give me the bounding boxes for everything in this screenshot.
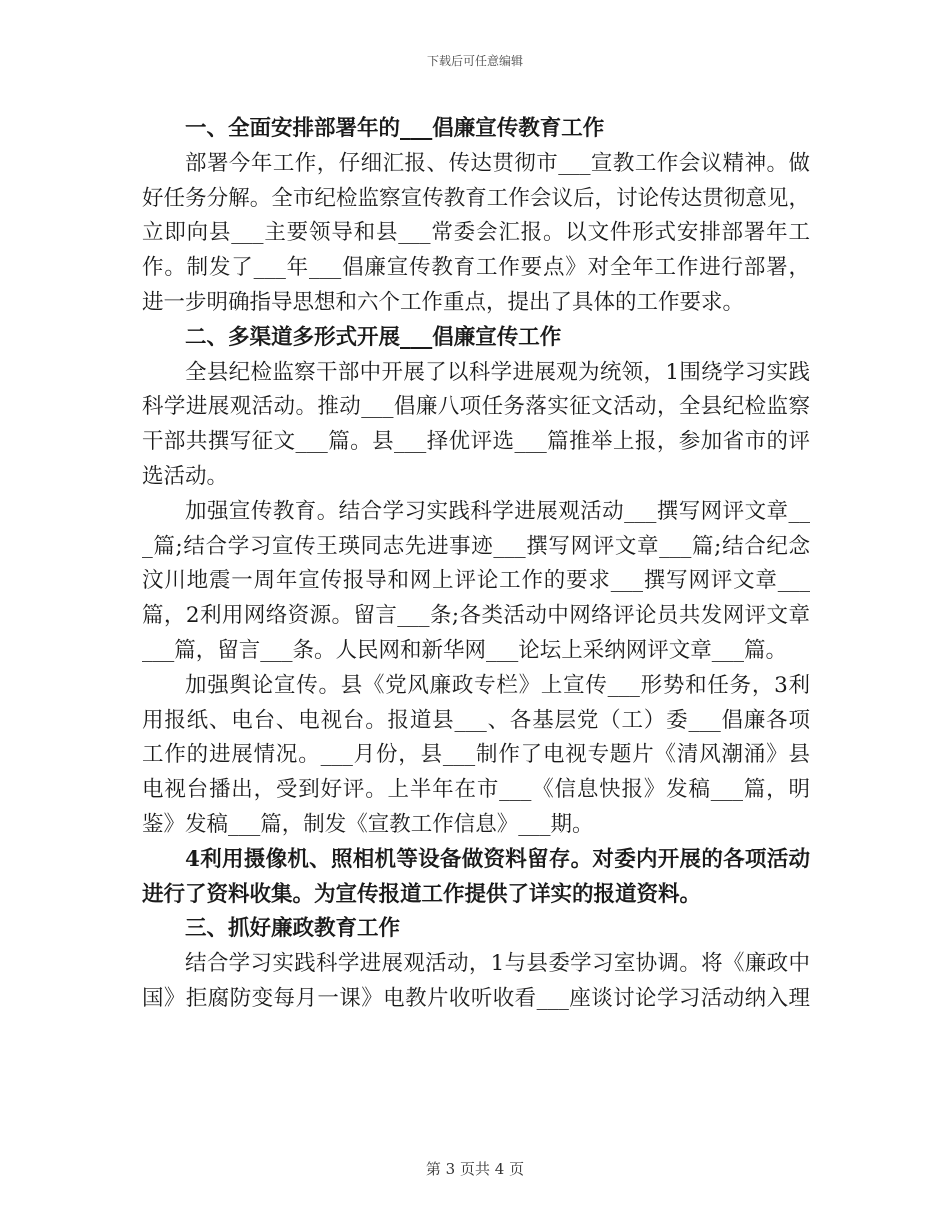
paragraph-line: ___篇，留言___条。人民网和新华网___论坛上采纳网评文章___篇。 xyxy=(142,637,788,663)
paragraph-line: 干部共撰写征文___篇。县___择优评选___篇推举上报，参加省市的评 xyxy=(142,429,810,455)
paragraph-line: 好任务分解。全市纪检监察宣传教育工作会议后，讨论传达贯彻意见， xyxy=(142,185,810,211)
paragraph-line: 作。制发了___年___倡廉宣传教育工作要点》对全年工作进行部署， xyxy=(142,255,810,281)
paragraph-line: 工作的进展情况。___月份，县___制作了电视专题片《清风潮涌》县 xyxy=(142,742,810,768)
paragraph-line: _篇;结合学习宣传王瑛同志先进事迹___撰写网评文章___篇;结合纪念 xyxy=(142,533,810,559)
paragraph-line: 立即向县___主要领导和县___常委会汇报。以文件形式安排部署年工 xyxy=(142,220,810,246)
page-header-note: 下载后可任意编辑 xyxy=(426,54,523,68)
section-3-heading: 三、抓好廉政教育工作 xyxy=(185,916,401,942)
paragraph-line: 鉴》发稿___篇，制发《宣教工作信息》___期。 xyxy=(142,811,594,837)
paragraph-line: 用报纸、电台、电视台。报道县___、各基层党（工）委___倡廉各项 xyxy=(142,707,810,733)
bold-paragraph-line: 进行了资料收集。为宣传报道工作提供了详实的报道资料。 xyxy=(142,881,702,907)
paragraph-line: 加强舆论宣传。县《党风廉政专栏》上宣传___形势和任务，3利 xyxy=(185,672,810,698)
section-2-heading: 二、多渠道多形式开展___倡廉宣传工作 xyxy=(185,324,562,350)
paragraph-line: 选活动。 xyxy=(142,463,229,489)
paragraph-line: 科学进展观活动。推动___倡廉八项任务落实征文活动，全县纪检监察 xyxy=(142,394,810,420)
page-number: 第 3 页共 4 页 xyxy=(425,1160,525,1178)
paragraph-line: 篇，2利用网络资源。留言___条;各类活动中网络评论员共发网评文章 xyxy=(142,603,810,629)
document-body xyxy=(142,112,810,1017)
paragraph-line: 部署今年工作，仔细汇报、传达贯彻市___宣教工作会议精神。做 xyxy=(185,150,810,176)
paragraph-line: 电视台播出，受到好评。上半年在市___《信息快报》发稿___篇，明 xyxy=(142,777,810,803)
paragraph-line: 全县纪检监察干部中开展了以科学进展观为统领，1围绕学习实践 xyxy=(185,359,810,385)
bold-paragraph-line: 4利用摄像机、照相机等设备做资料留存。对委内开展的各项活动 xyxy=(185,846,810,872)
paragraph-line: 进一步明确指导思想和六个工作重点，提出了具体的工作要求。 xyxy=(142,289,745,315)
paragraph-line: 加强宣传教育。结合学习实践科学进展观活动___撰写网评文章__ xyxy=(185,498,810,524)
paragraph-line: 结合学习实践科学进展观活动，1与县委学习室协调。将《廉政中 xyxy=(185,951,810,977)
paragraph-line: 汶川地震一周年宣传报导和网上评论工作的要求___撰写网评文章___ xyxy=(142,568,810,594)
section-1-heading: 一、全面安排部署年的___倡廉宣传教育工作 xyxy=(185,116,605,141)
paragraph-line: 国》拒腐防变每月一课》电教片收听收看___座谈讨论学习活动纳入理 xyxy=(142,985,810,1011)
